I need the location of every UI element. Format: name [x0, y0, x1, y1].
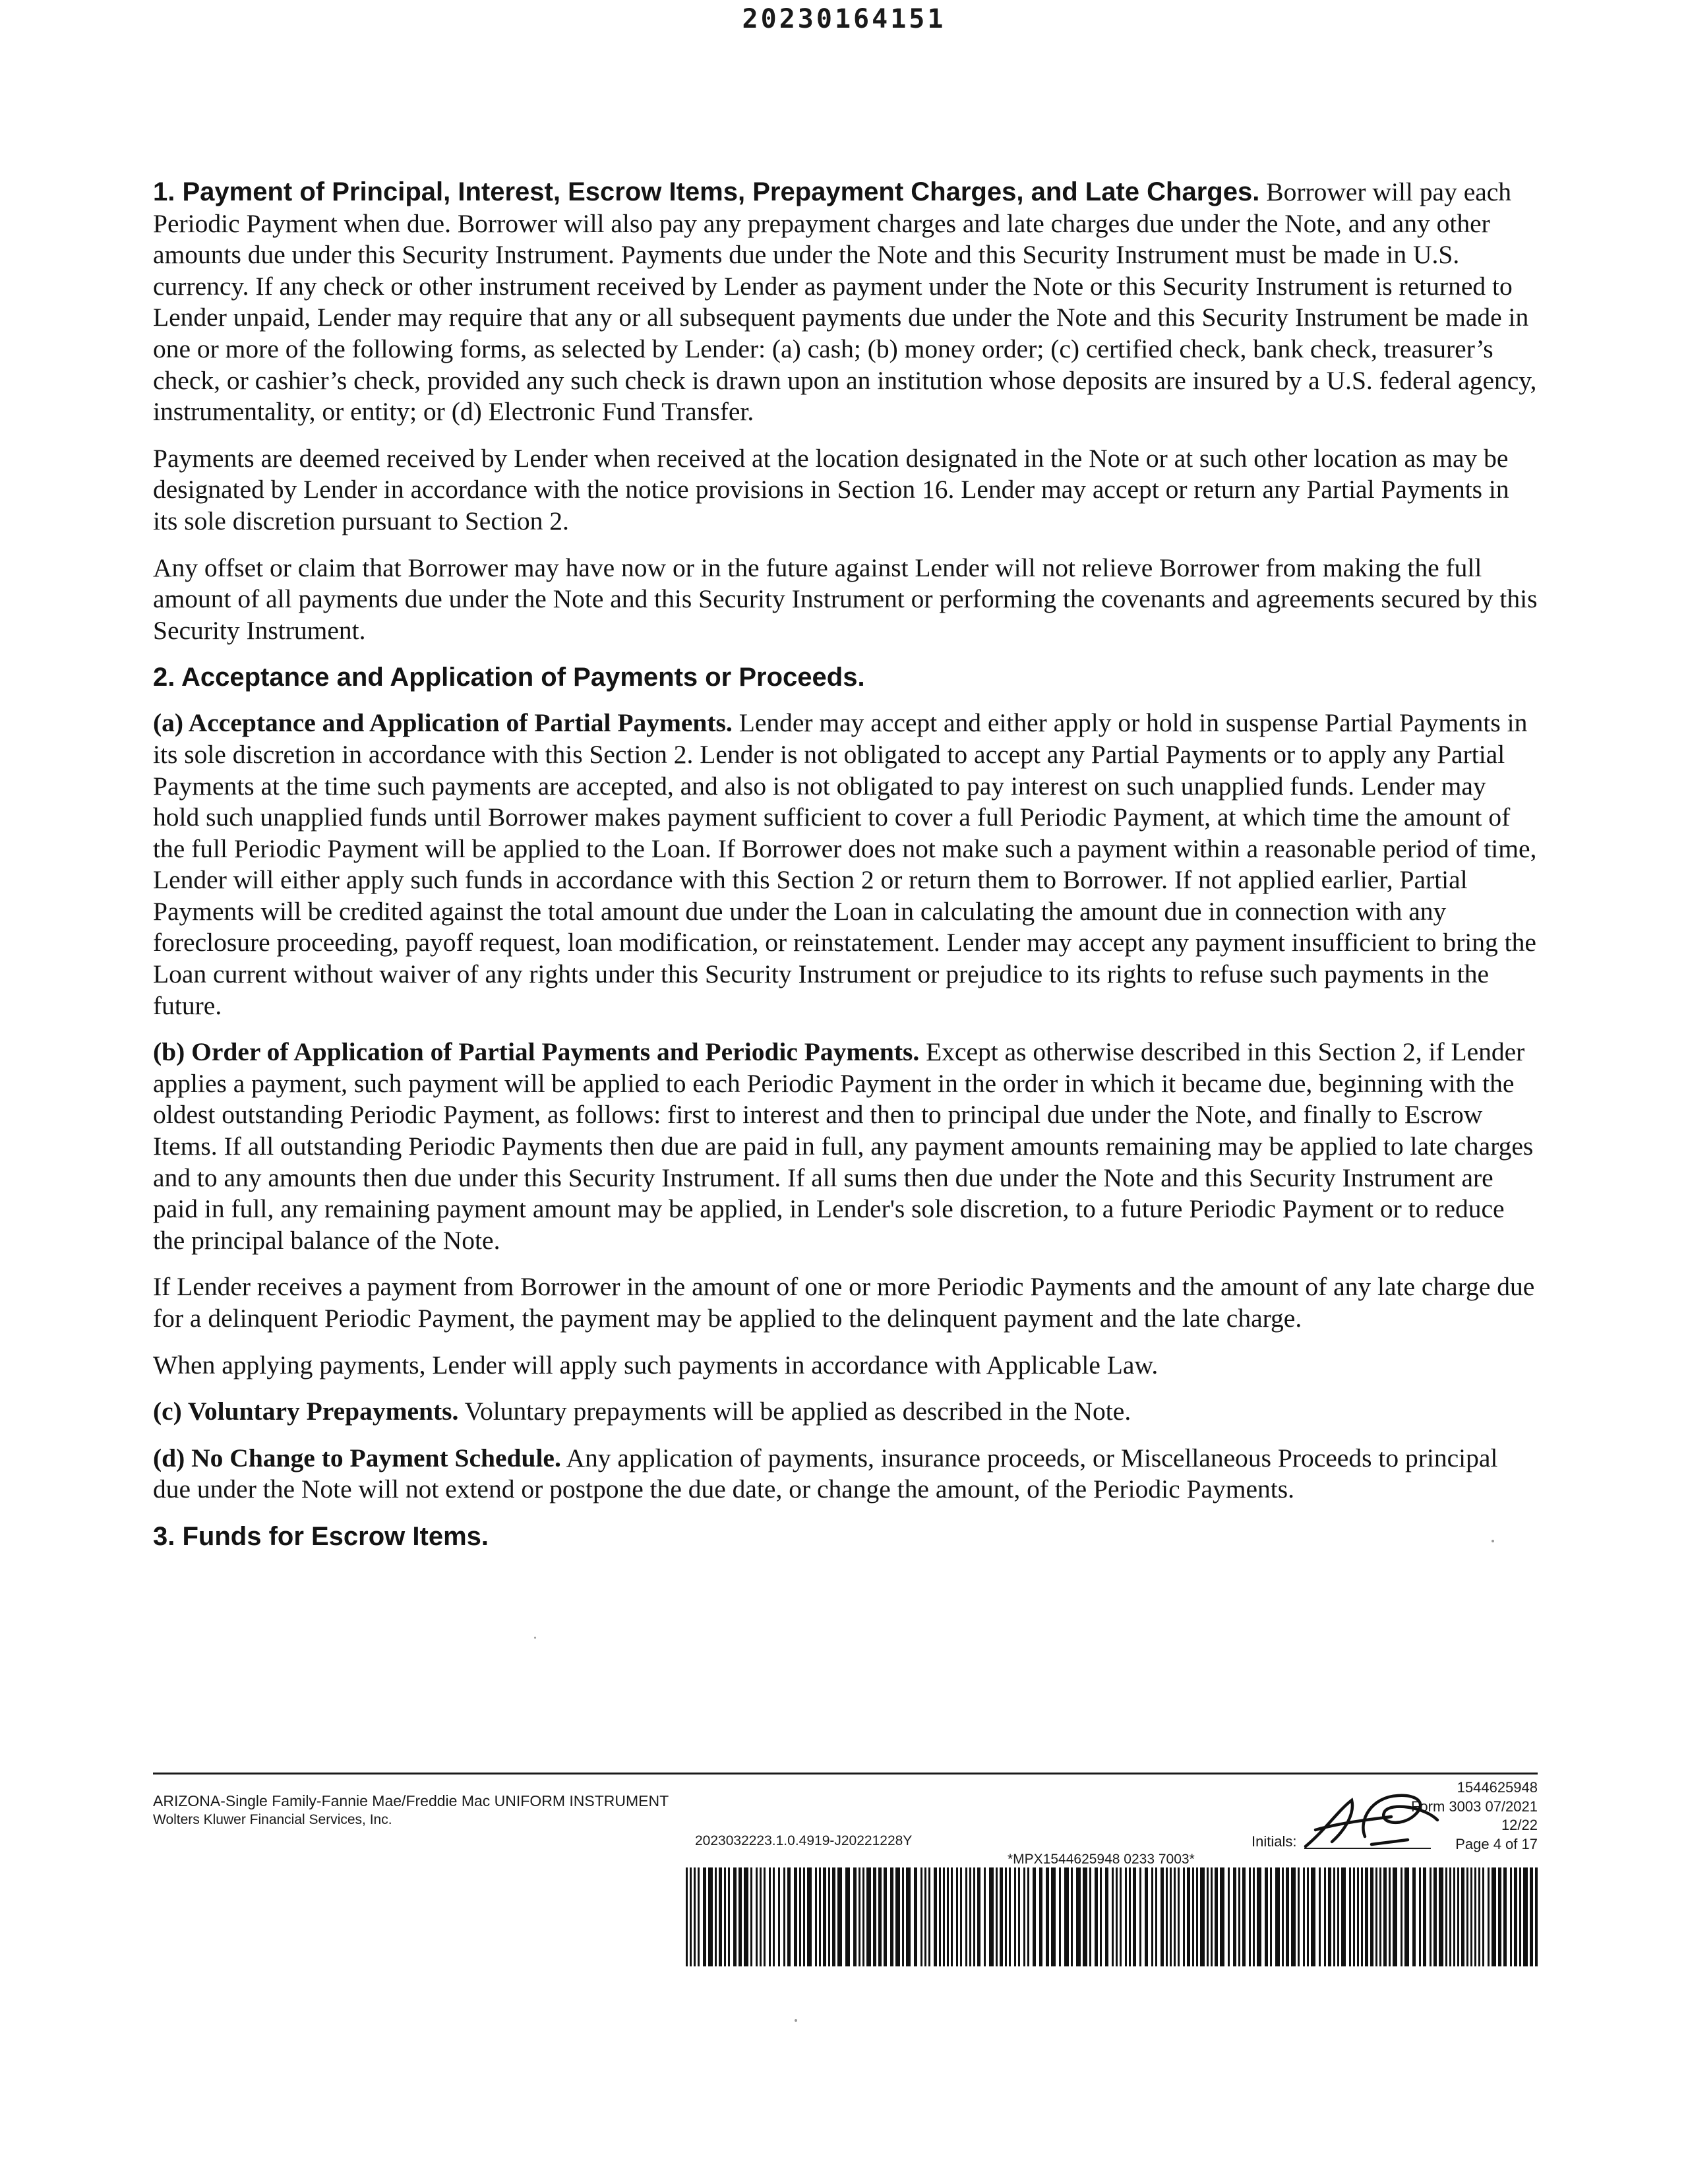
barcode-bar	[1514, 1867, 1517, 1966]
barcode-bar	[744, 1867, 748, 1966]
barcode-bar	[1200, 1867, 1205, 1966]
barcode-bar	[1166, 1867, 1168, 1966]
barcode-bar	[1337, 1867, 1339, 1966]
barcode-bar	[1286, 1867, 1289, 1966]
barcode-bar	[878, 1867, 882, 1966]
barcode-bar	[1023, 1867, 1025, 1966]
barcode-bar	[1412, 1867, 1416, 1966]
barcode-bar	[1170, 1867, 1172, 1966]
barcode-bar	[1492, 1867, 1496, 1966]
barcode-bar	[1478, 1867, 1480, 1966]
barcode-bar	[862, 1867, 864, 1966]
barcode-bar	[1051, 1867, 1056, 1966]
barcode-bar	[853, 1867, 857, 1966]
barcode-bar	[1470, 1867, 1472, 1966]
barcode-bar	[906, 1867, 911, 1966]
barcode-bar	[787, 1867, 791, 1966]
barcode-bar	[1365, 1867, 1368, 1966]
barcode-bar	[828, 1867, 830, 1966]
barcode-bar	[895, 1867, 900, 1966]
barcode-bar	[1238, 1867, 1240, 1966]
barcode-bar	[866, 1867, 871, 1966]
barcode-bar	[884, 1867, 887, 1966]
section-1-paragraph-1	[153, 177, 1538, 428]
recording-number: 20230164151	[742, 4, 946, 34]
section-2b-paragraph-3: When applying payments, Lender will apply such payments in accordance with Applicable Law.	[153, 1350, 1159, 1380]
barcode-bar	[1404, 1867, 1409, 1966]
barcode-bar	[764, 1867, 766, 1966]
section-1-paragraph-2: Payments are deemed received by Lender when received at the location designated in the Note or at such other location as may be designated by Lender in accordance with the notice provisions in Section 16. Lender may accept or return any Partial Payments in its sole discretion pursuant to Section 2.	[153, 443, 1509, 535]
barcode-bar	[1253, 1867, 1255, 1966]
form-number: Form 3003 07/2021	[1410, 1798, 1538, 1815]
barcode-bar	[920, 1867, 922, 1966]
barcode-bar	[1474, 1867, 1476, 1966]
barcode-bar	[943, 1867, 945, 1966]
barcode-bar	[1178, 1867, 1180, 1966]
barcode-bar	[1270, 1867, 1272, 1966]
barcode-bar	[769, 1867, 771, 1966]
section-2a-text: Lender may accept and either apply or hold in suspense Partial Payments in its sole discretion in accordance with this Section 2. Lender is not obligated to accept any Partial Payments or to apply any Partial Payments at the time such payments are accepted, and also is not obligated to pay interest on such unapplied funds. Lender may hold such unapplied funds until Borrower makes payment sufficient to cover a full Periodic Payment, at which time the amount of the full Periodic Payment will be applied to the Loan. If Borrower does not make such a payment within a reasonable period of time, Lender will either apply such funds in accordance with this Section 2 or return them to Borrower. If not applied earlier, Partial Payments will be credited against the total amount due under the Loan in calculating the amount due in connection with any foreclosure proceeding, payoff request, loan modification, or reinstatement. Lender may accept any payment insufficient to bring the Loan current without waiver of any rights under this Security Instrument or prejudice to its rights to refuse such payments in the future.	[153, 708, 1537, 1020]
barcode-bar	[928, 1867, 930, 1966]
barcode-bar	[832, 1867, 835, 1966]
section-2a-title: (a) Acceptance and Application of Partial Payments.	[153, 708, 733, 738]
barcode-bar	[724, 1867, 726, 1966]
barcode-bar	[984, 1867, 986, 1966]
barcode-bar	[799, 1867, 801, 1966]
section-1-heading: 1. Payment of Principal, Interest, Escrow Items, Prepayment Charges, and Late Charges.	[153, 177, 1260, 206]
form-name: ARIZONA-Single Family-Fannie Mae/Freddie Mac UNIFORM INSTRUMENT	[153, 1792, 669, 1809]
barcode-bar	[947, 1867, 949, 1966]
barcode-bar	[819, 1867, 821, 1966]
barcode-bar	[807, 1867, 812, 1966]
barcode-bar	[1014, 1867, 1016, 1966]
section-2c-paragraph	[153, 1396, 1538, 1428]
section-2b-text: Except as otherwise described in this Section 2, if Lender applies a payment, such payment will be applied to each Periodic Payment in the order in which it became due, beginning with the oldest outstanding Periodic Payment, as follows: first to interest and then to principal due under the Note, and finally to Escrow Items. If all outstanding Periodic Payments then due are paid in full, any payment amounts remaining may be applied to late charges and to any amounts then due under this Security Instrument. If all sums then due under the Note and this Security Instrument are paid in full, any remaining payment amount may be applied, in Lender's sole discretion, to a future Periodic Payment or to reduce the principal balance of the Note.	[153, 1037, 1534, 1255]
barcode-bar	[996, 1867, 998, 1966]
barcode-bar	[1510, 1867, 1512, 1966]
barcode-bar	[902, 1867, 904, 1966]
barcode-bar	[1535, 1867, 1538, 1966]
section-2d-title: (d) No Change to Payment Schedule.	[153, 1443, 561, 1472]
barcode-bar	[1089, 1867, 1091, 1966]
barcode-bar	[1466, 1867, 1468, 1966]
barcode-bar	[1046, 1867, 1049, 1966]
barcode-bar	[1488, 1867, 1490, 1966]
barcode-bar	[690, 1867, 692, 1966]
barcode-bar	[778, 1867, 780, 1966]
barcode-bar	[1120, 1867, 1122, 1966]
initials-label: Initials:	[1251, 1833, 1297, 1850]
barcode-bar	[956, 1867, 958, 1966]
barcode-bar	[1220, 1867, 1224, 1966]
section-2c-text: Voluntary prepayments will be applied as described in the Note.	[464, 1397, 1131, 1426]
barcode-bar	[1275, 1867, 1280, 1966]
barcode-bar	[1439, 1867, 1443, 1966]
barcode-bar	[1498, 1867, 1501, 1966]
barcode-bar	[815, 1867, 817, 1966]
barcode-bar	[773, 1867, 775, 1966]
barcode-bar	[708, 1867, 713, 1966]
barcode-bar	[1160, 1867, 1164, 1966]
barcode-bar	[803, 1867, 805, 1966]
barcode-bar	[1139, 1867, 1141, 1966]
barcode-bar	[1393, 1867, 1397, 1966]
barcode-bar	[1000, 1867, 1003, 1966]
document-id: 2023032223.1.0.4919-J20221228Y	[695, 1833, 913, 1848]
barcode-bar	[1307, 1867, 1309, 1966]
barcode-bar	[1076, 1867, 1081, 1966]
scan-speck	[1492, 1540, 1494, 1542]
barcode-bar	[973, 1867, 975, 1966]
barcode-bar	[823, 1867, 826, 1966]
barcode-bar	[934, 1867, 937, 1966]
section-1-paragraph-3: Any offset or claim that Borrower may have now or in the future against Lender will not relieve Borrower from making the full amount of all payments due under the Note and this Security Instrument or performing the covenants and agreements secured by this Security Instrument.	[153, 553, 1538, 645]
barcode-bar	[1370, 1867, 1373, 1966]
barcode-bar	[715, 1867, 717, 1966]
barcode-bar	[1018, 1867, 1020, 1966]
barcode-bar	[1249, 1867, 1251, 1966]
barcode-bar	[1005, 1867, 1007, 1966]
barcode-bar	[1009, 1867, 1011, 1966]
barcode-bar	[1298, 1867, 1300, 1966]
barcode-bar	[1519, 1867, 1521, 1966]
barcode-bar	[1133, 1867, 1136, 1966]
barcode-bar	[1192, 1867, 1194, 1966]
barcode-bar	[728, 1867, 730, 1966]
document-body	[153, 177, 1538, 1567]
barcode-bar	[1379, 1867, 1381, 1966]
barcode-bar	[694, 1867, 696, 1966]
barcode-bar	[719, 1867, 722, 1966]
barcode-bar	[1083, 1867, 1087, 1966]
barcode-bar	[989, 1867, 994, 1966]
barcode-bar	[1027, 1867, 1029, 1966]
barcode-bar	[1174, 1867, 1176, 1966]
barcode-bar	[951, 1867, 953, 1966]
section-2d-text: Any application of payments, insurance proceeds, or Miscellaneous Proceeds to principal due under the Note will not extend or postpone the due date, or change the amount, of the Periodic Payments.	[153, 1443, 1498, 1504]
section-2a-paragraph	[153, 708, 1538, 1021]
barcode-bar	[698, 1867, 700, 1966]
barcode-bar	[760, 1867, 762, 1966]
barcode-bar	[1430, 1867, 1432, 1966]
barcode-bar	[1291, 1867, 1296, 1966]
barcode-bar	[1228, 1867, 1230, 1966]
section-3-heading: 3. Funds for Escrow Items.	[153, 1521, 489, 1551]
barcode-bar	[1419, 1867, 1421, 1966]
barcode-bar	[1461, 1867, 1464, 1966]
barcode-bar	[1155, 1867, 1157, 1966]
barcode-bar	[756, 1867, 758, 1966]
barcode-bar	[1445, 1867, 1447, 1966]
barcode-bar	[914, 1867, 917, 1966]
barcode-bar	[859, 1867, 860, 1966]
barcode-bar	[1383, 1867, 1387, 1966]
barcode-bar	[1453, 1867, 1455, 1966]
barcode-bar	[1145, 1867, 1148, 1966]
barcode-bar	[1095, 1867, 1098, 1966]
barcode-bar	[750, 1867, 752, 1966]
barcode-bar	[1457, 1867, 1459, 1966]
barcode-bar	[1503, 1867, 1507, 1966]
barcode-bar	[1059, 1867, 1061, 1966]
barcode-bar	[845, 1867, 850, 1966]
barcode-bar	[837, 1867, 842, 1966]
barcode-bar	[939, 1867, 941, 1966]
initials-signature	[1292, 1784, 1451, 1856]
barcode-bar	[1064, 1867, 1069, 1966]
barcode-bar	[1187, 1867, 1190, 1966]
barcode-bar	[783, 1867, 785, 1966]
barcode-bar	[1319, 1867, 1321, 1966]
barcode-bar	[1100, 1867, 1102, 1966]
section-2b-paragraph-2: If Lender receives a payment from Borrower in the amount of one or more Periodic Payments and the amount of any late charge due for a delinquent Periodic Payment, the payment may be applied to the delinquent payment and the late charge.	[153, 1272, 1535, 1333]
barcode-bar	[1353, 1867, 1355, 1966]
barcode-bar	[1207, 1867, 1209, 1966]
barcode-bar	[1349, 1867, 1351, 1966]
barcode-bar	[1423, 1867, 1426, 1966]
footer-divider	[153, 1773, 1538, 1774]
barcode-bar	[1311, 1867, 1315, 1966]
barcode-bar	[969, 1867, 971, 1966]
barcode-bar	[873, 1867, 876, 1966]
barcode-bar	[738, 1867, 742, 1966]
section-2b-paragraph	[153, 1037, 1538, 1256]
barcode-bar	[1328, 1867, 1331, 1966]
barcode-bar	[1449, 1867, 1451, 1966]
barcode-bar	[1233, 1867, 1236, 1966]
barcode-bar	[1401, 1867, 1402, 1966]
barcode-bar	[1151, 1867, 1153, 1966]
barcode-bar	[1433, 1867, 1437, 1966]
barcode-bar	[686, 1867, 688, 1966]
barcode-bar	[1341, 1867, 1346, 1966]
barcode-bar	[1324, 1867, 1326, 1966]
loan-number: 1544625948	[1457, 1779, 1538, 1796]
barcode-bar	[1361, 1867, 1363, 1966]
section-2b-title: (b) Order of Application of Partial Payments and Periodic Payments.	[153, 1037, 920, 1067]
barcode-bar	[1196, 1867, 1198, 1966]
barcode-bar	[1215, 1867, 1218, 1966]
barcode-bar	[1112, 1867, 1114, 1966]
barcode-bar	[977, 1867, 980, 1966]
barcode-bar	[1183, 1867, 1185, 1966]
barcode-bar	[965, 1867, 967, 1966]
barcode-bar	[1116, 1867, 1118, 1966]
barcode-bar	[1242, 1867, 1246, 1966]
barcode-bar	[1389, 1867, 1391, 1966]
barcode-bar	[1125, 1867, 1127, 1966]
barcode-bar	[924, 1867, 926, 1966]
barcode-bar	[703, 1867, 706, 1966]
barcode-bar	[1211, 1867, 1213, 1966]
page-number: Page 4 of 17	[1455, 1835, 1538, 1852]
barcode-bar	[794, 1867, 797, 1966]
barcode-bar	[890, 1867, 893, 1966]
scan-speck	[795, 2019, 797, 2022]
barcode-bar	[1129, 1867, 1131, 1966]
publisher: Wolters Kluwer Financial Services, Inc.	[153, 1812, 392, 1827]
section-1-text: Borrower will pay each Periodic Payment when due. Borrower will also pay any prepayment charges and late charges due under the Note, and any other amounts due under this Security Instrument. Payments due under the Note and this Security Instrument must be made in U.S. currency. If any check or other instrument received by Lender as payment under the Note or this Security Instrument is returned to Lender unpaid, Lender may require that any or all subsequent payments due under the Note and this Security Instrument be made in one or more of the following forms, as selected by Lender: (a) cash; (b) money order; (c) certified check, bank check, treasurer’s check, or cashier’s check, provided any such check is drawn upon an institution whose deposits are insured by a U.S. federal agency, instrumentality, or entity; or (d) Electronic Fund Transfer.	[153, 177, 1537, 427]
barcode-bar	[1482, 1867, 1484, 1966]
barcode-bar	[1039, 1867, 1042, 1966]
scan-speck	[534, 1637, 536, 1639]
section-2d-paragraph	[153, 1443, 1538, 1505]
barcode	[686, 1867, 1538, 1966]
barcode-bar	[1375, 1867, 1377, 1966]
barcode-bar	[1257, 1867, 1261, 1966]
barcode-bar	[1530, 1867, 1533, 1966]
section-2-heading: 2. Acceptance and Application of Payments or Proceeds.	[153, 663, 865, 692]
barcode-bar	[1105, 1867, 1108, 1966]
barcode-bar	[1357, 1867, 1359, 1966]
barcode-text: *MPX1544625948 0233 7003*	[1008, 1852, 1195, 1867]
section-2c-title: (c) Voluntary Prepayments.	[153, 1397, 459, 1426]
barcode-bar	[1303, 1867, 1305, 1966]
barcode-bar	[1265, 1867, 1268, 1966]
barcode-bar	[1523, 1867, 1528, 1966]
barcode-bar	[960, 1867, 962, 1966]
barcode-bar	[1033, 1867, 1036, 1966]
barcode-bar	[1333, 1867, 1335, 1966]
barcode-bar	[1282, 1867, 1284, 1966]
barcode-bar	[1071, 1867, 1073, 1966]
form-revision: 12/22	[1501, 1817, 1538, 1833]
barcode-bar	[733, 1867, 737, 1966]
